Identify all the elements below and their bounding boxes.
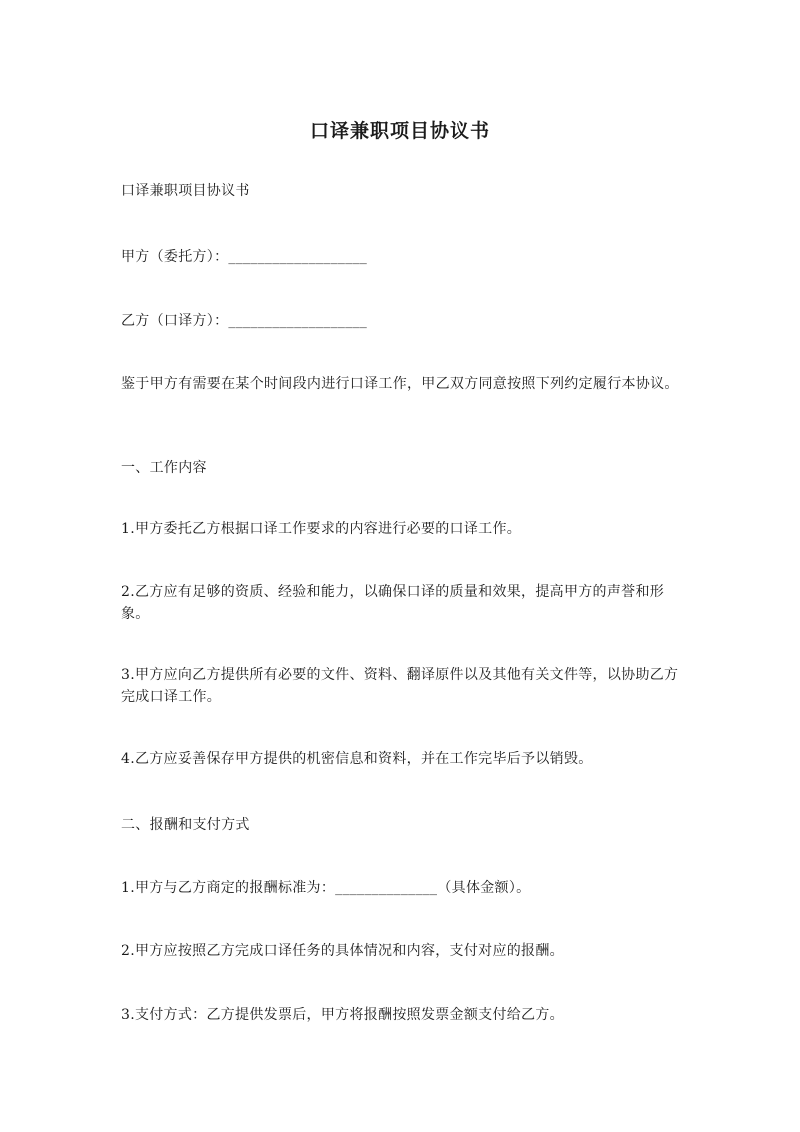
section-heading-work-content: 一、工作内容 bbox=[121, 460, 207, 476]
document-title: 口译兼职项目协议书 bbox=[309, 120, 490, 142]
preamble-paragraph: 鉴于甲方有需要在某个时间段内进行口译工作，甲乙双方同意按照下列约定履行本协议。 bbox=[121, 376, 679, 392]
section-heading-payment: 二、报酬和支付方式 bbox=[121, 817, 250, 833]
party-a-line: 甲方（委托方）：___________________ bbox=[121, 249, 368, 265]
clause-1-2: 2.乙方应有足够的资质、经验和能力，以确保口译的质量和效果，提高甲方的声誉和形象。 bbox=[121, 584, 665, 622]
clause-1-1: 1.甲方委托乙方根据口译工作要求的内容进行必要的口译工作。 bbox=[121, 521, 522, 537]
subtitle-line: 口译兼职项目协议书 bbox=[121, 183, 250, 199]
clause-1-4: 4.乙方应妥善保存甲方提供的机密信息和资料，并在工作完毕后予以销毁。 bbox=[121, 751, 593, 767]
clause-1-3: 3.甲方应向乙方提供所有必要的文件、资料、翻译原件以及其他有关文件等，以协助乙方完成口译工作。 bbox=[121, 667, 679, 705]
clause-2-1: 1.甲方与乙方商定的报酬标准为：______________（具体金额）。 bbox=[121, 880, 531, 896]
clause-2-3: 3.支付方式：乙方提供发票后，甲方将报酬按照发票金额支付给乙方。 bbox=[121, 1007, 564, 1023]
clause-2-2: 2.甲方应按照乙方完成口译任务的具体情况和内容，支付对应的报酬。 bbox=[121, 943, 564, 959]
party-b-line: 乙方（口译方）：___________________ bbox=[121, 313, 368, 329]
